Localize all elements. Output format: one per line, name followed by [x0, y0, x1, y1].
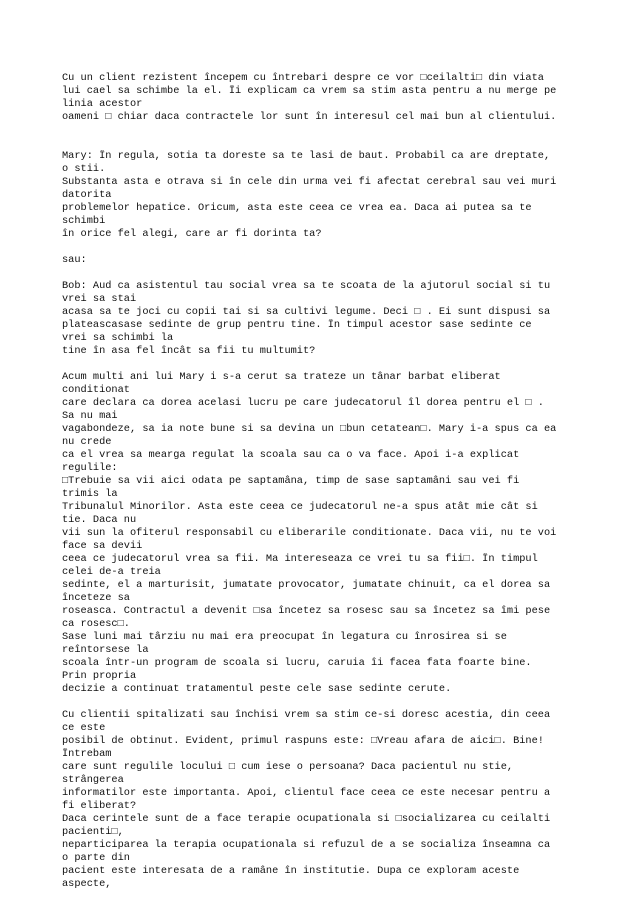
paragraph	[62, 254, 578, 267]
text-line: schimbi	[62, 215, 106, 227]
text-line: Cu un client rezistent începem cu întrebari despre ce vor □ceilalti□ din viata	[62, 72, 544, 84]
text-line: conditionat	[62, 384, 130, 396]
text-line: Sase luni mai târziu nu mai era preocupat în legatura cu înrosirea si se	[62, 631, 507, 643]
paragraph-gap	[62, 137, 578, 150]
text-line: trimis la	[62, 488, 118, 500]
text-line: sau:	[62, 254, 87, 266]
text-line: sedinte, el a marturisit, jumatate provocator, jumatate chinuit, ca el dorea sa	[62, 579, 551, 591]
text-line: ca rosesc□.	[62, 618, 130, 630]
text-line: plateascasase sedinte de grup pentru tine. În timpul acestor sase sedinte ce	[62, 319, 532, 331]
text-line: o stii.	[62, 163, 106, 175]
text-line: vrei sa stai	[62, 293, 137, 305]
text-line: Sa nu mai	[62, 410, 118, 422]
paragraph	[62, 280, 578, 358]
text-line: Acum multi ani lui Mary i s-a cerut sa trateze un tânar barbat eliberat	[62, 371, 501, 383]
text-line: tine în asa fel încât sa fii tu multumit?	[62, 345, 316, 357]
text-line: Mary: În regula, sotia ta doreste sa te lasi de baut. Probabil ca are dreptate,	[62, 150, 551, 162]
text-line: oameni □ chiar daca contractele lor sunt în interesul cel mai bun al clientului.	[62, 111, 557, 123]
text-line: scoala într-un program de scoala si lucru, caruia îi facea fata foarte bine.	[62, 657, 532, 669]
paragraph-gap	[62, 267, 578, 280]
text-line: o parte din	[62, 852, 130, 864]
text-line: ca el vrea sa mearga regulat la scoala sau ca o va face. Apoi i-a explicat	[62, 449, 520, 461]
text-line: Daca cerintele sunt de a face terapie ocupationala si □socializarea cu ceilalti	[62, 813, 551, 825]
text-line: pacienti□,	[62, 826, 124, 838]
text-line: vagabondeze, sa ia note bune si sa devina un □bun cetatean□. Mary i-a spus ca ea	[62, 423, 557, 435]
text-line: face sa devii	[62, 540, 143, 552]
text-line: decizie a continuat tratamentul peste cele sase sedinte cerute.	[62, 683, 452, 695]
text-line: posibil de obtinut. Evident, primul raspuns este: □Vreau afara de aici□. Bine!	[62, 735, 544, 747]
paragraph	[62, 150, 578, 241]
text-line: problemelor hepatice. Oricum, asta este ceea ce vrea ea. Daca ai putea sa te	[62, 202, 532, 214]
text-line: aspecte,	[62, 878, 112, 890]
text-line: informatilor este importanta. Apoi, clientul face ceea ce este necesar pentru a	[62, 787, 551, 799]
paragraph-gap	[62, 124, 578, 137]
text-line: care sunt regulile locului □ cum iese o persoana? Daca pacientul nu stie,	[62, 761, 514, 773]
text-line: tie. Daca nu	[62, 514, 137, 526]
text-line: vii sun la ofiterul responsabil cu eliberarile conditionate. Daca vii, nu te voi	[62, 527, 557, 539]
text-line: acasa sa te joci cu copii tai si sa cultivi legume. Deci □ . Ei sunt dispusi sa	[62, 306, 551, 318]
text-line: Substanta asta e otrava si în cele din urma vei fi afectat cerebral sau vei muri	[62, 176, 557, 188]
text-line: strângerea	[62, 774, 124, 786]
text-line: pacient este interesata de a ramâne în institutie. Dupa ce exploram aceste	[62, 865, 520, 877]
text-line: Tribunalul Minorilor. Asta este ceea ce judecatorul ne-a spus atât mie cât si	[62, 501, 538, 513]
text-line: Bob: Aud ca asistentul tau social vrea sa te scoata de la ajutorul social si tu	[62, 280, 551, 292]
paragraph-gap	[62, 696, 578, 709]
text-line: lui cael sa schimbe la el. Îi explicam ca vrem sa stim asta pentru a nu merge pe	[62, 85, 557, 97]
paragraph	[62, 709, 578, 891]
document-body	[62, 72, 578, 891]
text-line: fi eliberat?	[62, 800, 137, 812]
text-line: ce este	[62, 722, 106, 734]
paragraph-gap	[62, 358, 578, 371]
text-line: Cu clientii spitalizati sau închisi vrem sa stim ce-si doresc acestia, din ceea	[62, 709, 551, 721]
text-line: regulile:	[62, 462, 118, 474]
text-line: înceteze sa	[62, 592, 130, 604]
text-line: neparticiparea la terapia ocupationala si refuzul de a se socializa înseamna ca	[62, 839, 551, 851]
text-line: datorita	[62, 189, 112, 201]
text-line: linia acestor	[62, 98, 143, 110]
paragraph	[62, 371, 578, 696]
paragraph-gap	[62, 241, 578, 254]
text-line: care declara ca dorea acelasi lucru pe care judecatorul îl dorea pentru el □ .	[62, 397, 544, 409]
text-line: ceea ce judecatorul vrea sa fii. Ma intereseaza ce vrei tu sa fii□. În timpul	[62, 553, 538, 565]
text-line: □Trebuie sa vii aici odata pe saptamâna, timp de sase saptamâni sau vei fi	[62, 475, 520, 487]
text-line: Prin propria	[62, 670, 137, 682]
text-line: în orice fel alegi, care ar fi dorinta ta?	[62, 228, 322, 240]
text-line: nu crede	[62, 436, 112, 448]
text-line: celei de-a treia	[62, 566, 161, 578]
text-line: reîntorsese la	[62, 644, 149, 656]
text-line: vrei sa schimbi la	[62, 332, 174, 344]
paragraph	[62, 72, 578, 124]
text-line: roseasca. Contractul a devenit □sa încetez sa rosesc sau sa încetez sa îmi pese	[62, 605, 551, 617]
text-line: Întrebam	[62, 748, 112, 760]
